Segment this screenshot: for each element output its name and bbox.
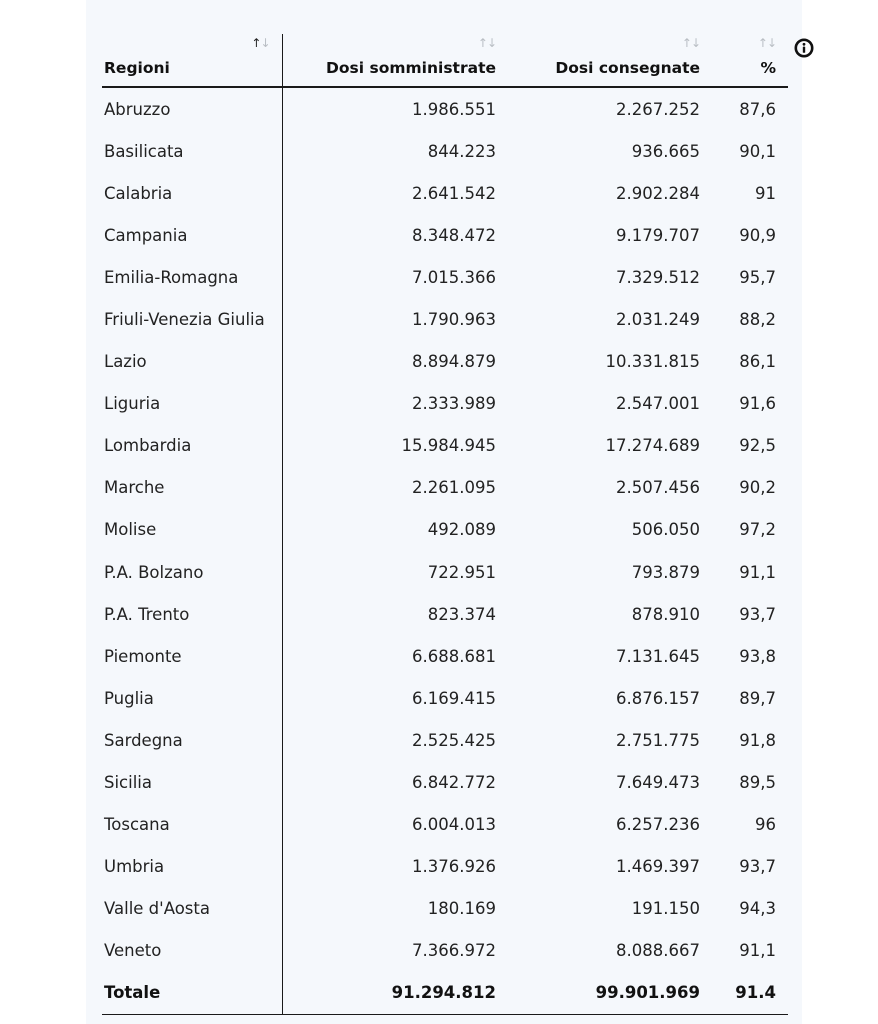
somministrate-cell: 492.089	[427, 520, 496, 540]
percent-cell: 94,3	[739, 899, 776, 919]
consegnate-cell: 6.257.236	[616, 815, 700, 835]
percent-cell: 90,9	[739, 225, 776, 245]
table-row	[102, 425, 788, 467]
total-somministrate-cell: 91.294.812	[282, 972, 508, 1015]
table-row	[102, 719, 788, 761]
somministrate-cell: 6.004.013	[412, 815, 496, 835]
region-cell: Basilicata	[102, 130, 282, 172]
region-cell: Toscana	[102, 804, 282, 846]
somministrate-cell: 180.169	[427, 899, 496, 919]
region-cell: Molise	[102, 509, 282, 551]
table-row	[102, 593, 788, 635]
column-header-regioni[interactable]	[102, 34, 282, 87]
somministrate-cell: 7.015.366	[412, 267, 496, 287]
column-header-dosi-consegnate[interactable]	[508, 34, 712, 87]
table-row	[102, 930, 788, 972]
consegnate-cell: 1.469.397	[616, 857, 700, 877]
table-row	[102, 467, 788, 509]
table-row	[102, 888, 788, 930]
total-region-cell: Totale	[102, 972, 282, 1015]
somministrate-cell: 1.376.926	[412, 857, 496, 877]
percent-cell: 89,7	[739, 688, 776, 708]
region-cell: Campania	[102, 214, 282, 256]
consegnate-cell: 6.876.157	[616, 688, 700, 708]
sort-somministrate-icon[interactable]: ↑↓	[477, 36, 496, 50]
sort-percent-icon[interactable]: ↑↓	[757, 36, 776, 50]
region-cell: Lombardia	[102, 425, 282, 467]
somministrate-cell: 6.169.415	[412, 688, 496, 708]
region-cell: Abruzzo	[102, 87, 282, 130]
percent-cell: 90,1	[739, 141, 776, 161]
vaccine-doses-table	[102, 34, 788, 1015]
table-row	[102, 846, 788, 888]
total-row	[102, 972, 788, 1015]
percent-cell: 90,2	[739, 478, 776, 498]
consegnate-cell: 7.329.512	[616, 267, 700, 287]
percent-cell: 88,2	[739, 310, 776, 330]
percent-cell: 93,7	[739, 604, 776, 624]
table-row	[102, 172, 788, 214]
consegnate-cell: 8.088.667	[616, 941, 700, 961]
consegnate-cell: 10.331.815	[605, 352, 700, 372]
table-row	[102, 298, 788, 340]
table-row	[102, 130, 788, 172]
vaccine-doses-table-container	[102, 34, 788, 1015]
consegnate-cell: 793.879	[631, 562, 700, 582]
somministrate-cell: 2.525.425	[412, 730, 496, 750]
consegnate-cell: 2.751.775	[616, 730, 700, 750]
somministrate-cell: 1.986.551	[412, 99, 496, 119]
percent-cell: 86,1	[739, 352, 776, 372]
somministrate-cell: 8.348.472	[412, 225, 496, 245]
region-cell: Umbria	[102, 846, 282, 888]
percent-cell: 89,5	[739, 773, 776, 793]
region-cell: P.A. Bolzano	[102, 551, 282, 593]
consegnate-cell: 2.031.249	[616, 310, 700, 330]
somministrate-cell: 2.261.095	[412, 478, 496, 498]
region-cell: Emilia-Romagna	[102, 256, 282, 298]
consegnate-cell: 7.131.645	[616, 646, 700, 666]
region-cell: Valle d'Aosta	[102, 888, 282, 930]
column-header-label: %	[760, 59, 776, 77]
column-header-label: Regioni	[104, 59, 170, 77]
consegnate-cell: 7.649.473	[616, 773, 700, 793]
total-percent-cell: 91.4	[712, 972, 788, 1015]
table-row	[102, 383, 788, 425]
sort-regioni-icon[interactable]: ↑↓	[251, 36, 270, 50]
consegnate-cell: 2.547.001	[616, 394, 700, 414]
percent-cell: 91,8	[739, 730, 776, 750]
percent-cell: 93,7	[739, 857, 776, 877]
table-row	[102, 87, 788, 130]
percent-cell: 91,1	[739, 562, 776, 582]
column-header-label: Dosi consegnate	[555, 59, 700, 77]
percent-cell: 97,2	[739, 520, 776, 540]
table-header-row	[102, 34, 788, 87]
region-cell: Veneto	[102, 930, 282, 972]
info-icon[interactable]	[794, 38, 814, 58]
percent-cell: 91,6	[739, 394, 776, 414]
percent-cell: 91	[755, 183, 776, 203]
somministrate-cell: 722.951	[427, 562, 496, 582]
consegnate-cell: 506.050	[631, 520, 700, 540]
consegnate-cell: 2.902.284	[616, 183, 700, 203]
consegnate-cell: 2.507.456	[616, 478, 700, 498]
somministrate-cell: 7.366.972	[412, 941, 496, 961]
region-cell: Puglia	[102, 677, 282, 719]
region-cell: Sardegna	[102, 719, 282, 761]
table-row	[102, 804, 788, 846]
table-row	[102, 509, 788, 551]
consegnate-cell: 191.150	[631, 899, 700, 919]
consegnate-cell: 9.179.707	[616, 225, 700, 245]
percent-cell: 93,8	[739, 646, 776, 666]
column-header-dosi-somministrate[interactable]	[282, 34, 508, 87]
region-cell: Lazio	[102, 341, 282, 383]
table-body	[102, 87, 788, 1014]
percent-cell: 95,7	[739, 267, 776, 287]
consegnate-cell: 936.665	[631, 141, 700, 161]
region-cell: Liguria	[102, 383, 282, 425]
table-row	[102, 635, 788, 677]
region-cell: Friuli-Venezia Giulia	[102, 298, 282, 340]
region-cell: Piemonte	[102, 635, 282, 677]
total-consegnate-cell: 99.901.969	[508, 972, 712, 1015]
somministrate-cell: 2.641.542	[412, 183, 496, 203]
table-row	[102, 762, 788, 804]
somministrate-cell: 8.894.879	[412, 352, 496, 372]
column-header-percent[interactable]	[712, 34, 788, 87]
somministrate-cell: 6.688.681	[412, 646, 496, 666]
region-cell: Sicilia	[102, 762, 282, 804]
table-row	[102, 256, 788, 298]
percent-cell: 92,5	[739, 436, 776, 456]
somministrate-cell: 6.842.772	[412, 773, 496, 793]
somministrate-cell: 844.223	[427, 141, 496, 161]
percent-cell: 91,1	[739, 941, 776, 961]
sort-consegnate-icon[interactable]: ↑↓	[681, 36, 700, 50]
consegnate-cell: 2.267.252	[616, 99, 700, 119]
column-header-label: Dosi somministrate	[326, 59, 496, 77]
region-cell: P.A. Trento	[102, 593, 282, 635]
table-row	[102, 551, 788, 593]
somministrate-cell: 2.333.989	[412, 394, 496, 414]
percent-cell: 96	[755, 815, 776, 835]
somministrate-cell: 15.984.945	[401, 436, 496, 456]
region-cell: Calabria	[102, 172, 282, 214]
table-row	[102, 677, 788, 719]
consegnate-cell: 878.910	[631, 604, 700, 624]
consegnate-cell: 17.274.689	[605, 436, 700, 456]
percent-cell: 87,6	[739, 99, 776, 119]
region-cell: Marche	[102, 467, 282, 509]
somministrate-cell: 1.790.963	[412, 310, 496, 330]
table-row	[102, 341, 788, 383]
table-row	[102, 214, 788, 256]
somministrate-cell: 823.374	[427, 604, 496, 624]
